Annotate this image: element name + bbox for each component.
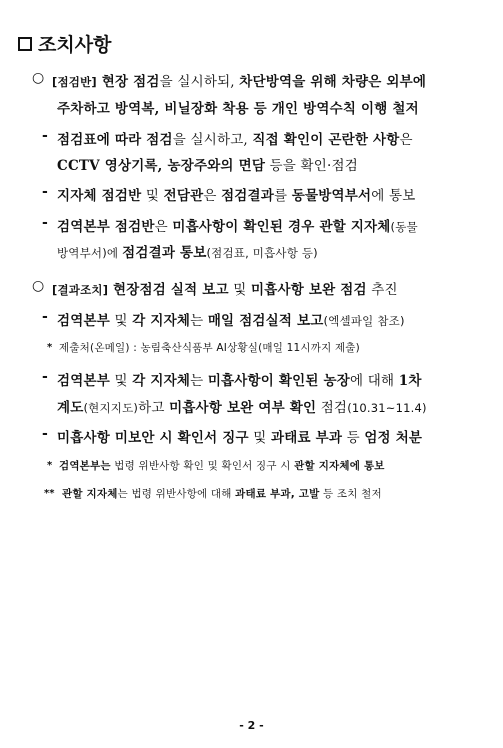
- circle-bullet-icon: ○: [32, 278, 45, 294]
- item-inspection-team-line2: 주차하고 방역복, 비닐장화 착용 등 개인 방역수칙 이행 철저: [57, 101, 419, 117]
- bracket-label: [점검반]: [52, 75, 97, 89]
- dash-bullet: -: [42, 426, 48, 442]
- item-quarantine-team-line2: 방역부서)에 점검결과 통보(점검표, 미흡사항 등): [57, 245, 318, 261]
- page-number: - 2 -: [239, 719, 264, 732]
- section-title-text: 조치사항: [38, 34, 112, 56]
- item-result-action: [결과조치] 현장점검 실적 보고 및 미흡사항 보완 점검 추진: [52, 282, 398, 298]
- item-inspection-team-line1: [점검반] 현장 점검을 실시하되, 차단방역을 위해 차량은 외부에: [52, 74, 427, 90]
- dash-bullet: -: [42, 369, 48, 385]
- item-checklist-line1: 점검표에 따라 점검을 실시하고, 직접 확인이 곤란한 사항은: [57, 132, 413, 148]
- item-deficient-farm-line2: 계도(현지지도)하고 미흡사항 보완 여부 확인 점검(10.31~11.4): [57, 400, 427, 416]
- item-strict-action: 미흡사항 미보안 시 확인서 징구 및 과태료 부과 등 엄정 처분: [57, 430, 423, 446]
- section-title: [18, 30, 111, 57]
- item-checklist-line2: CCTV 영상기록, 농장주와의 면담 등을 확인·점검: [57, 158, 358, 174]
- checkbox-square-icon: [18, 37, 32, 51]
- note-local-penalty: 관할 지자체는 법령 위반사항에 대해 과태료 부과, 고발 등 조치 철저: [62, 488, 382, 500]
- dash-bullet: -: [42, 215, 48, 231]
- note-submission: 제출처(온메일) : 농림축산식품부 AI상황실(매일 11시까지 제출): [59, 342, 360, 354]
- item-deficient-farm-line1: 검역본부 및 각 지자체는 미흡사항이 확인된 농장에 대해 1차: [57, 373, 422, 389]
- item-daily-report: 검역본부 및 각 지자체는 매일 점검실적 보고(엑셀파일 참조): [57, 313, 405, 329]
- item-quarantine-team-line1: 검역본부 점검반은 미흡사항이 확인된 경우 관할 지자체(동물: [57, 219, 418, 235]
- asterisk-note-marker: *: [47, 460, 53, 471]
- dash-bullet: -: [42, 128, 48, 144]
- bracket-label: [결과조치]: [52, 283, 109, 297]
- asterisk-note-marker: *: [47, 342, 53, 353]
- item-local-team: 지자체 점검반 및 전담관은 점검결과를 동물방역부서에 통보: [57, 188, 416, 204]
- circle-bullet-icon: ○: [32, 70, 45, 86]
- double-asterisk-note-marker: **: [44, 488, 55, 499]
- dash-bullet: -: [42, 184, 48, 200]
- note-quarantine-notify: 검역본부는 법령 위반사항 확인 및 확인서 징구 시 관할 지자체에 통보: [59, 460, 385, 472]
- dash-bullet: -: [42, 309, 48, 325]
